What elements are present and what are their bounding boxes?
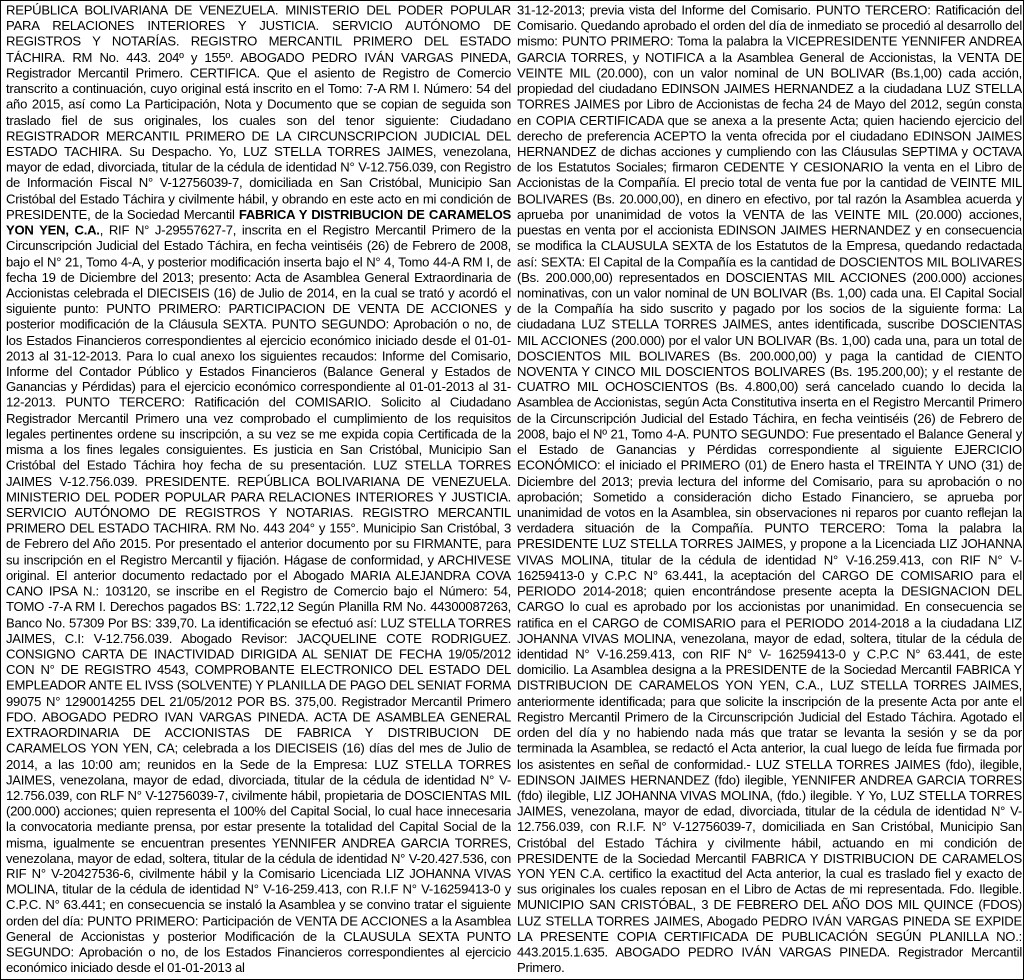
left-text-part-b: , RIF N° J-29557627-7, inscrita en el Registro Mercantil Primero de la Circunscripción Judicial del Estado Táchira, en fecha veintiséis (26) de Febrero de 2008, bajo el N° 21, Tomo 4-A, y posterior modificación inserta bajo el N° 4, Tomo 44-A RM I, de fecha 19 de Diciembre del 2013; presento: Acta de Asamblea General Extraordinaria de Accionistas celebrada el DIECISEIS (16) de Julio de 2014, en la cual se trató y acordó el siguiente punto: PUNTO PRIMERO: PARTICIPACION DE VENTA DE ACCIONES y posterior modificación de la Cláusula SEXTA. PUNTO SEGUNDO: Aprobación o no, de los Estados Financieros correspondientes al ejercicio económico iniciado desde el 01-01-2013 al 31-12-2013. Para lo cual anexo los siguientes recaudos: Informe del Comisario, Informe del Contador Público y Estados Financieros (Balance General y Estados de Ganancias y Pérdidas) para el ejercicio económico correspondiente al 01-01-2013 al 31-12-2013. PUNTO TERCERO: Ratificación del COMISARIO. Solicito al Ciudadano Registrador Mercantil Primero una vez comprobado el cumplimiento de los requisitos legales pertinentes ordene su inscripción, a su vez se me expida copia Certificada de la misma a los fines legales consiguientes. Es justicia en San Cristóbal, Municipio San Cristóbal del Estado Táchira hoy fecha de su presentación. LUZ STELLA TORRES JAIMES V-12.756.039. PRESIDENTE. REPÚBLICA BOLIVARIANA DE VENEZUELA. MINISTERIO DEL PODER POPULAR PARA RELACIONES INTERIORES Y JUSTICIA. SERVICIO AUTÓNOMO DE REGISTROS Y NOTARIAS. REGISTRO MERCANTIL PRIMERO DEL ESTADO TACHIRA. RM No. 443 204° y 155°. Municipio San Cristóbal, 3 de Febrero del Año 2015. Por presentado el anterior documento por su FIRMANTE, para su inscripción en el Registro Mercantil y fijación. Hágase de conformidad, y ARCHIVESE original. El anterior documento redactado por el Abogado MARIA ALEJANDRA COVA CANO IPSA N.: 103120, se inscribe en el Registro de Comercio bajo el Número: 54, TOMO -7-A RM I. Derechos pagados BS: 1.722,12 Según Planilla RM No. 44300087263, Banco No. 57309 Por BS: 339,70. La identificación se efectuó así: LUZ STELLA TORRES JAIMES, C.I: V-12.756.039. Abogado Revisor: JACQUELINE COTE RODRIGUEZ. CONSIGNO CARTA DE INACTIVIDAD DIRIGIDA AL SENIAT DE FECHA 19/05/2012 CON N° DE REGISTRO 4543, COMPROBANTE ELECTRONICO DEL ESTADO DEL EMPLEADOR ANTE EL IVSS (SOLVENTE) Y PLANILLA DE PAGO DEL SENIAT FORMA 99075 N° 1290014255 DEL 21/05/2012 POR BS. 375,00. Registrador Mercantil Primero FDO. ABOGADO PEDRO IVAN VARGAS PINEDA. ACTA DE ASAMBLEA GENERAL EXTRAORDINARIA DE ACCIONISTAS DE FABRICA Y DISTRIBUCION DE CARAMELOS YON YEN, CA; celebrada a los DIECISEIS (16) días del mes de Julio de 2014, a las 10:00 am; reunidos en la Sede de la Empresa: LUZ STELLA TORRES JAIMES, venezolana, mayor de edad, divorciada, titular de la cédula de identidad N° V-12.756.039, con RLF N° V-12756039-7, civilmente hábil, propietaria de DOSCIENTAS MIL (200.000) acciones; quien representa el 100% del Capital Social, lo cual hace innecesaria la convocatoria mediante prensa, por estar presente la totalidad del Capital Social de la misma, igualmente se encuentran presentes YENNIFER ANDREA GARCIA TORRES, venezolana, mayor de edad, soltera, titular de la cédula de identidad N° V-20.427.536, con RIF N° V-20427536-6, civilmente hábil y la Comisario Licenciada LIZ JOHANNA VIVAS MOLINA, titular de la cédula de identidad N° V-16-259.413, con R.I.F N° V-16259413-0 y C.P.C. N° 63.441; en consecuencia se instaló la Asamblea y se convino tratar el siguiente orden del día: PUNTO PRIMERO: Participación de VENTA DE ACCIONES a la Asamblea General de Accionistas y posterior Modificación de la CLAUSULA SEXTA PUNTO SEGUNDO: Aprobación o no, de los Estados Financieros correspondientes al ejercicio económico iniciado desde el 01-01-2013 al — [6, 222, 511, 976]
left-column — [6, 3, 511, 977]
right-column-paragraph: 31-12-2013; previa vista del Informe del Comisario. PUNTO TERCERO: Ratificación del Comisario. Quedando aprobado el orden del día de inmediato se procedió al desarrollo del mismo: PUNTO PRIMERO: Toma la palabra la VICEPRESIDENTE YENNIFER ANDREA GARCIA TORRES, y NOTIFICA a la Asamblea General de Accionistas, la VENTA DE VEINTE MIL (20.000), con un valor nominal de UN BOLIVAR (Bs.1,00) cada acción, propiedad del ciudadano EDINSON JAIMES HERNANDEZ a la ciudadana LUZ STELLA TORRES JAIMES por Libro de Accionistas de fecha 24 de Mayo del 2012, según consta en COPIA CERTIFICADA que se anexa a la presente Acta; quien haciendo ejercicio del derecho de preferencia ACEPTO la venta ofrecida por el ciudadano EDINSON JAIMES HERNANDEZ de dichas acciones y cumpliendo con las Cláusulas SEPTIMA y OCTAVA de los Estatutos Sociales; firmaron CEDENTE Y CESIONARIO la venta en el Libro de Accionistas de la Compañía. El precio total de venta fue por la cantidad de VEINTE MIL BOLIVARES (Bs. 20.000,00), en dinero en efectivo, por tal razón la Asamblea acuerda y aprueba por unanimidad de votos la VENTA de las VEINTE MIL (20.000) acciones, puestas en venta por el accionista EDINSON JAIMES HERNANDEZ y en consecuencia se modifica la CLAUSULA SEXTA de los Estatutos de la Empresa, quedando redactada así: SEXTA: El Capital de la Compañía es la cantidad de DOSCIENTOS MIL BOLIVARES (Bs. 200.000,00) representados en DOSCIENTAS MIL ACCIONES (200.000) acciones nominativas, con un valor nominal de UN BOLIVAR (Bs. 1,00) cada una. El Capital Social de la Compañía ha sido suscrito y pagado por los socios de la siguiente forma: La ciudadana LUZ STELLA TORRES JAIMES, antes identificada, suscribe DOSCIENTAS MIL ACCIONES (200.000) por el valor UN BOLIVAR (Bs. 1,00) cada una, para un total de DOSCIENTOS MIL BOLIVARES (Bs. 200.000,00) y paga la cantidad de CIENTO NOVENTA Y CINCO MIL DOSCIENTOS BOLIVARES (Bs. 195.200,00); y el restante de CUATRO MIL OCHOSCIENTOS (Bs. 4.800,00) será cancelado cuando lo decida la Asamblea de Accionistas, según Acta Constitutiva inserta en el Registro Mercantil Primero de la Circunscripción Judicial del Estado Táchira, en fecha veintiséis (26) de Febrero de 2008, bajo el Nº 21, Tomo 4-A. PUNTO SEGUNDO: Fue presentado el Balance General y el Estado de Ganancias y Pérdidas correspondiente al siguiente EJERCICIO ECONÓMICO: el iniciado el PRIMERO (01) de Enero hasta el TREINTA Y UNO (31) de Diciembre del 2013; previa lectura del informe del Comisario, para su aprobación o no aprobación; Sometido a consideración dicho Estado Financiero, se aprueba por unanimidad de votos en la Asamblea, sin observaciones ni reparos por cuanto reflejan la verdadera situación de la Compañía. PUNTO TERCERO: Toma la palabra la PRESIDENTE LUZ STELLA TORRES JAIMES, y propone a la Licenciada LIZ JOHANNA VIVAS MOLINA, titular de la cédula de identidad N° V-16.259.413, con RIF N° V-16259413-0 y C.P.C N° 63.441, la aceptación del CARGO DE COMISARIO para el PERIODO 2014-2018; quien encontrándose presente acepta la DESIGNACION DEL CARGO lo cual es aprobado por los accionistas por unanimidad. En consecuencia se ratifica en el CARGO de COMISARIO para el PERIODO 2014-2018 a la ciudadana LIZ JOHANNA VIVAS MOLINA, venezolana, mayor de edad, soltera, titular de la cédula de identidad N° V-16.259.413, con RIF N° V- 16259413-0 y C.P.C N° 63.441, de este domicilio. La Asamblea designa a la PRESIDENTE de la Sociedad Mercantil FABRICA Y DISTRIBUCION DE CARAMELOS YON YEN, C.A., LUZ STELLA TORRES JAIMES, anteriormente identificada; para que solicite la inscripción de la presente Acta por ante el Registro Mercantil Primero de la Circunscripción Judicial del Estado Táchira. Agotado el orden del día y no habiendo nada más que tratar se levanta la sesión y se da por terminada la Asamblea, se redactó el Acta anterior, la cual luego de leída fue firmada por los asistentes en señal de conformidad.- LUZ STELLA TORRES JAIMES (fdo), ilegible, EDINSON JAIMES HERNANDEZ (fdo) ilegible, YENNIFER ANDREA GARCIA TORRES (fdo) ilegible, LIZ JOHANNA VIVAS MOLINA, (fdo.) ilegible. Y Yo, LUZ STELLA TORRES JAIMES, venezolana, mayor de edad, divorciada, titular de la cédula de identidad N° V-12.756.039, con R.I.F. N° V-12756039-7, domiciliada en San Cristóbal, Municipio San Cristóbal del Estado Táchira y civilmente hábil, actuando en mi condición de PRESIDENTE de la Sociedad Mercantil FABRICA Y DISTRIBUCION DE CARAMELOS YON YEN C.A. certifico la exactitud del Acta anterior, la cual es traslado fiel y exacto de sus originales los cuales reposan en el Libro de Actas de mi representada. Fdo. Ilegible. MUNICIPIO SAN CRISTÓBAL, 3 DE FEBRERO DEL AÑO DOS MIL QUINCE (FDOS) LUZ STELLA TORRES JAIMES, Abogado PEDRO IVÁN VARGAS PINEDA SE EXPIDE LA PRESENTE COPIA CERTIFICADA DE PUBLICACIÓN SEGÚN PLANILLA NO.: 443.2015.1.635. ABOGADO PEDRO IVÁN VARGAS PINEDA. Registrador Mercantil Primero. — [517, 3, 1022, 976]
left-column-paragraph — [6, 3, 511, 977]
company-name-bold: FABRICA Y DISTRIBUCION DE CARAMELOS YON YEN, C.A. — [6, 207, 511, 238]
left-text-part-a: REPÚBLICA BOLIVARIANA DE VENEZUELA. MINISTERIO DEL PODER POPULAR PARA RELACIONES INTERIORES Y JUSTICIA. SERVICIO AUTÓNOMO DE REGISTROS Y NOTARÍAS. REGISTRO MERCANTIL PRIMERO DEL ESTADO TÁCHIRA. RM No. 443. 204º y 155º. ABOGADO PEDRO IVÁN VARGAS PINEDA, Registrador Mercantil Primero. CERTIFICA. Que el asiento de Registro de Comercio transcrito a continuación, cuyo original está inscrito en el Tomo: 7-A RM I. Número: 54 del año 2015, así como La Participación, Nota y Documento que se copian de seguida son traslado fiel de sus originales, los cuales son del tenor siguiente: Ciudadano REGISTRADOR MERCANTIL PRIMERO DE LA CIRCUNSCRIPCION JUDICIAL DEL ESTADO TACHIRA. Su Despacho. Yo, LUZ STELLA TORRES JAIMES, venezolana, mayor de edad, divorciada, titular de la cédula de identidad N° V-12.756.039, con Registro de Información Fiscal N° V-12756039-7, domiciliada en San Cristóbal, Municipio San Cristóbal del Estado Táchira y civilmente hábil, y obrando en este acto en mi condición de PRESIDENTE, de la Sociedad Mercantil — [6, 3, 511, 222]
right-column — [517, 3, 1022, 977]
